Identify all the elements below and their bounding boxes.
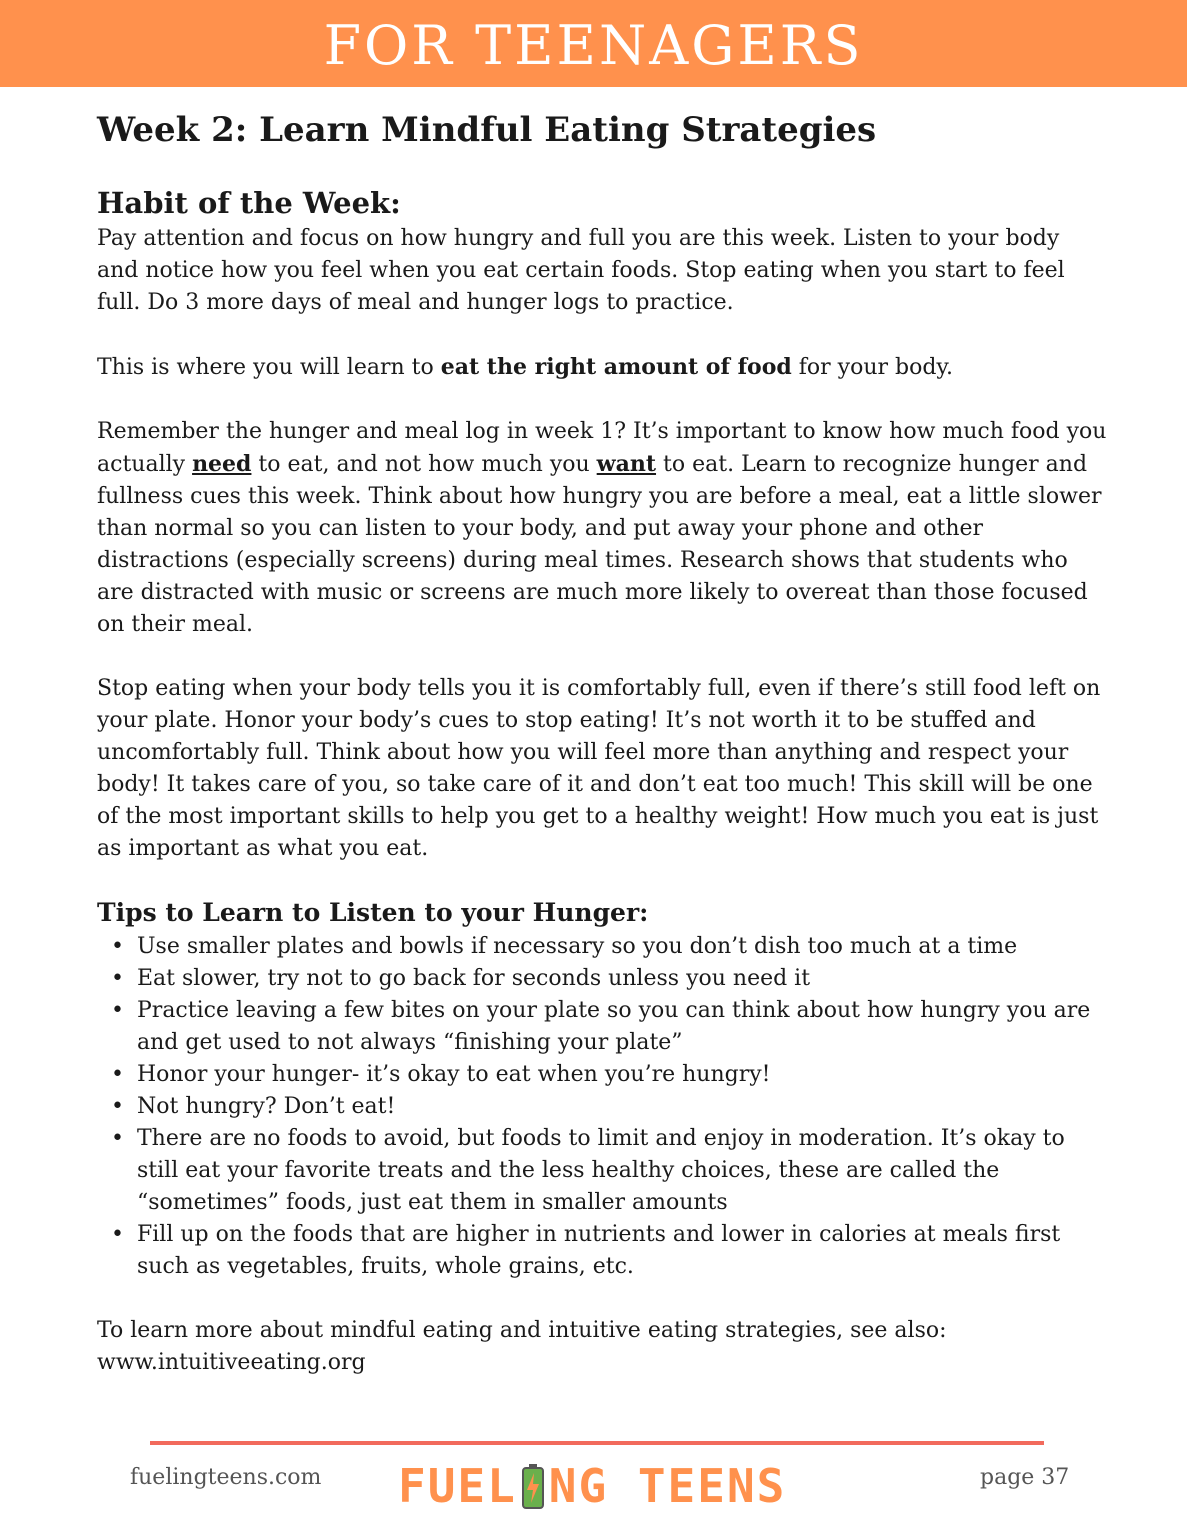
p3-part2: to eat, and not how much you [251, 452, 597, 477]
p2-bold-text: eat the right amount of food [440, 354, 792, 380]
list-item: • Honor your hunger- it’s okay to eat when you’re hungry! [137, 1059, 1107, 1091]
tips-heading: Tips to Learn to Listen to your Hunger: [97, 898, 649, 927]
p3-part3: to eat. Learn to recognize hunger and fullness cues this week. Think about how hungry you are before a meal, eat a little slower than normal so you can listen to your body, and put away your phone and other distractions (especially screens) during meal times. Research shows that students who are distracted with music or screens are much more likely to overeat than those focused on their meal. [97, 452, 1102, 637]
hunger-log-paragraph [97, 416, 1107, 641]
list-item: • Not hungry? Don’t eat! [137, 1091, 1107, 1123]
stop-eating-paragraph: Stop eating when your body tells you it is comfortably full, even if there’s still food left on your plate. Honor your body’s cues to stop eating! It’s not worth it to be stuffed and uncomfortably full. Think about how you will feel more than anything and respect your body! It takes care of you, so take care of it and don’t eat too much! This skill will be one of the most important skills to help you get to a healthy weight! How much you eat is just as important as what you eat. [97, 676, 1101, 861]
p2-text-after: for your body. [791, 355, 953, 380]
habit-paragraph: Pay attention and focus on how hungry and full you are this week. Listen to your body and notice how you feel when you eat certain foods. Stop eating when you start to feel full. Do 3 more days of meal and hunger logs to practice. [97, 226, 1065, 315]
banner-title: FOR TEENAGERS [323, 14, 864, 77]
logo-text-part2: NG TEENS [548, 1459, 787, 1513]
tips-list [97, 931, 1107, 1283]
need-emphasis: need [192, 451, 252, 477]
list-item: • Fill up on the foods that are higher in nutrients and lower in calories at meals first such as vegetables, fruits, whole grains, etc. [137, 1219, 1107, 1283]
fueling-teens-logo [398, 1456, 828, 1516]
want-emphasis: want [596, 451, 657, 477]
main-content [97, 105, 1107, 1379]
battery-icon [521, 1463, 545, 1509]
list-item: • Practice leaving a few bites on your plate so you can think about how hungry you are and get used to not always “finishing your plate” [137, 995, 1107, 1059]
right-amount-paragraph [97, 351, 1107, 384]
intuitive-eating-link[interactable]: www.intuitiveeating.org [97, 1350, 366, 1375]
p3-part1: Remember the hunger and meal log in week 1? It’s important to know how much food you actually [97, 419, 1107, 477]
habit-heading: Habit of the Week: [97, 186, 401, 220]
header-banner [0, 0, 1187, 87]
list-item: • Eat slower, try not to go back for seconds unless you need it [137, 963, 1107, 995]
closing-text: To learn more about mindful eating and intuitive eating strategies, see also: [97, 1318, 947, 1343]
p2-text-before: This is where you will learn to [97, 355, 441, 380]
list-item: • Use smaller plates and bowls if necessary so you don’t dish too much at a time [137, 931, 1107, 963]
list-item: • There are no foods to avoid, but foods to limit and enjoy in moderation. It’s okay to still eat your favorite treats and the less healthy choices, these are called the “sometimes” foods, just eat them in smaller amounts [137, 1123, 1107, 1219]
footer-divider [150, 1441, 1044, 1445]
logo-text-part1: FUEL [398, 1459, 517, 1513]
page-number: page 37 [980, 1465, 1070, 1490]
page-title: Week 2: Learn Mindful Eating Strategies [97, 110, 877, 150]
footer-site[interactable]: fuelingteens.com [130, 1465, 322, 1490]
closing-paragraph [97, 1315, 1107, 1379]
